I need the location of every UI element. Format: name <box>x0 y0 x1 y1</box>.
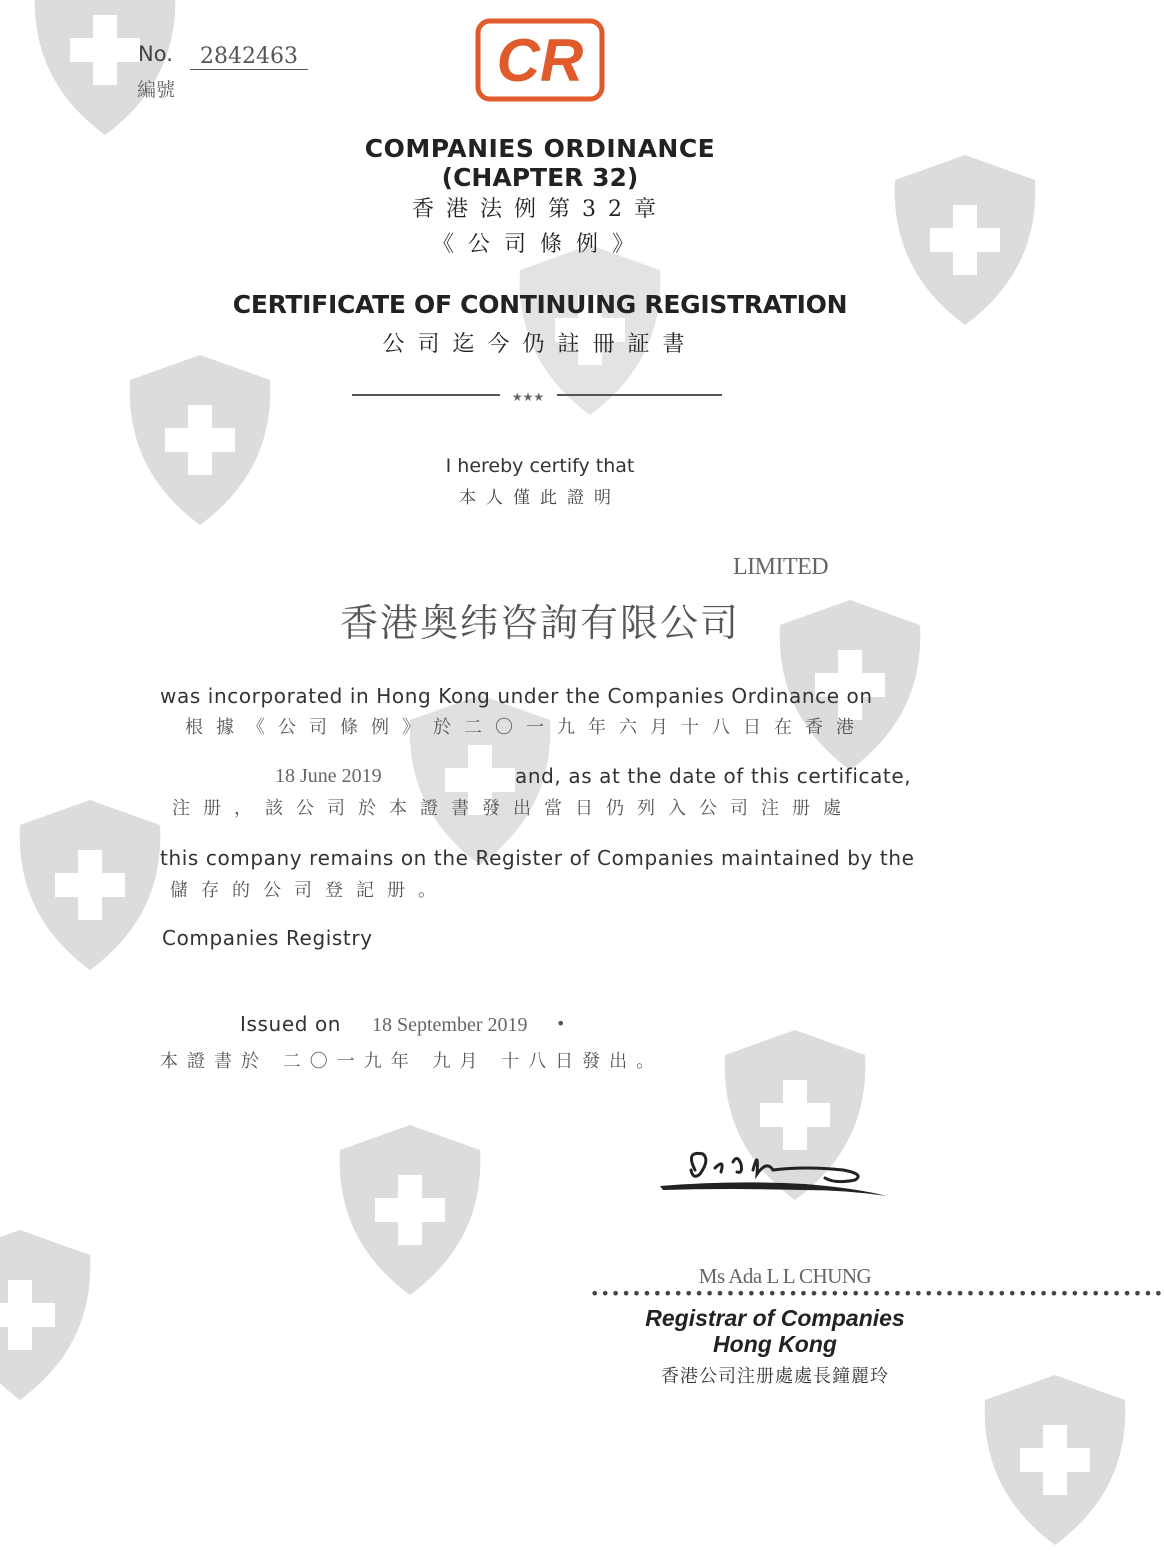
registrar-signature <box>655 1140 895 1210</box>
divider-stars: ★★★ <box>511 390 545 404</box>
issued-date: 18 September 2019 <box>372 1014 528 1036</box>
certificate-no-value: 2842463 <box>190 44 308 70</box>
body-line-1: was incorporated in Hong Kong under the Companies Ordinance on <box>160 684 873 708</box>
registrar-title: Registrar of Companies <box>645 1305 905 1331</box>
certificate-title-zh: 公司迄今仍註冊証書 <box>382 332 698 357</box>
cr-logo <box>475 18 605 102</box>
registrar-place: Hong Kong <box>713 1331 837 1357</box>
signature-dotted-line: ••••••••••••••••••••••••••••••••••••••••••••••••••••••• <box>590 1284 1164 1303</box>
certify-statement-zh: 本人僅此證明 <box>459 488 621 508</box>
incorporation-date: 18 June 2019 <box>275 765 382 787</box>
chapter-heading-zh: 香港法例第32章 <box>412 197 668 222</box>
issued-label: Issued on <box>240 1012 342 1036</box>
body-line-2-zh: 注册，該公司於本證書發出當日仍列入公司注册處 <box>172 798 854 819</box>
watermark-shield-icon <box>330 1120 490 1300</box>
body-line-4: Companies Registry <box>162 926 373 950</box>
watermark-shield-icon <box>10 795 170 975</box>
body-line-3: this company remains on the Register of Companies maintained by the <box>160 846 915 870</box>
company-name-en: LIMITED <box>733 554 829 580</box>
certify-statement: I hereby certify that <box>445 455 635 477</box>
watermark-shield-icon <box>975 1370 1135 1550</box>
company-name-zh: 香港奥纬咨詢有限公司 <box>339 601 740 645</box>
watermark-shield-icon <box>25 0 185 140</box>
body-line-1-zh: 根據《公司條例》於二〇一九年六月十八日在香港 <box>185 717 867 738</box>
ordinance-heading-zh: 《公司條例》 <box>431 232 648 257</box>
watermark-shield-icon <box>0 1225 100 1405</box>
logo-text: CR <box>496 27 584 94</box>
chapter-heading: (CHAPTER 32) <box>441 163 639 192</box>
certificate-no-label-zh: 編號 <box>137 79 176 101</box>
issued-end-mark: • <box>556 1014 566 1033</box>
body-line-2: and, as at the date of this certificate, <box>515 764 912 788</box>
registrar-name: Ms Ada L L CHUNG <box>698 1264 872 1288</box>
title-divider <box>352 385 722 405</box>
certificate-no-label: No. <box>138 42 173 66</box>
issued-zh: 本證書於 二〇一九年 九月 十八日發出。 <box>160 1051 664 1072</box>
body-line-3-zh: 儲存的公司登記册。 <box>170 880 449 901</box>
registrar-title-zh: 香港公司注册處處長鐘麗玲 <box>661 1366 889 1387</box>
ordinance-heading: COMPANIES ORDINANCE <box>364 134 716 163</box>
certificate-title: CERTIFICATE OF CONTINUING REGISTRATION <box>232 290 848 319</box>
